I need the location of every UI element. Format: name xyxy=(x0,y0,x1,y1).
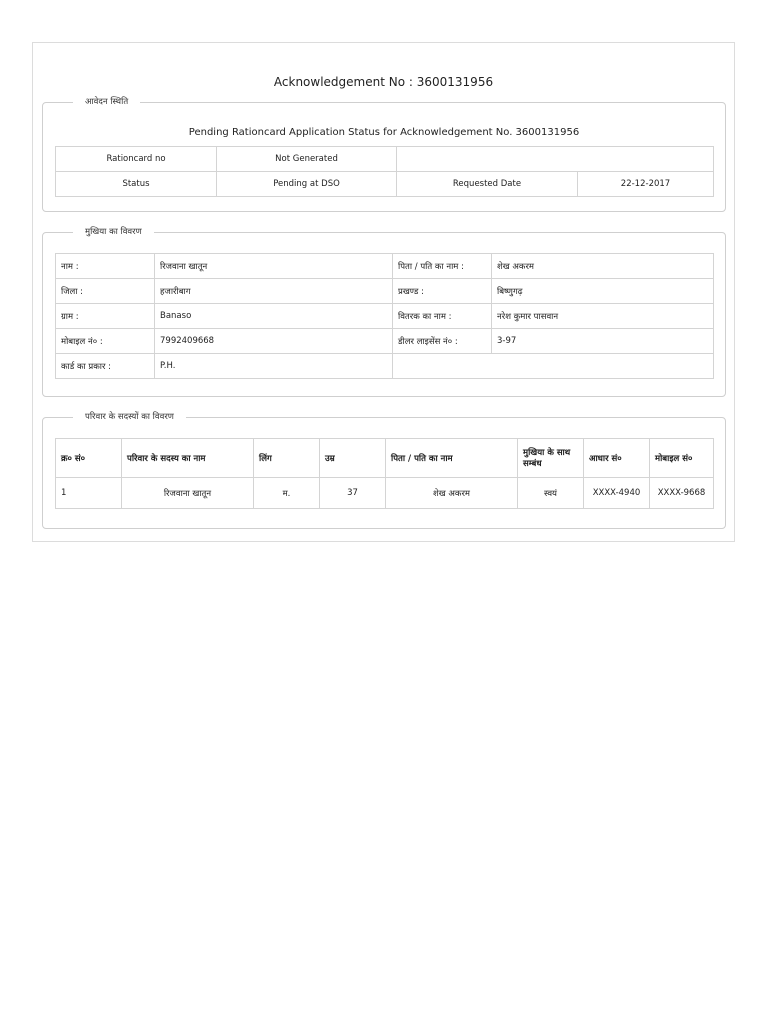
col-relation: मुखिया के साथ सम्बंध xyxy=(518,439,584,478)
application-status-legend: आवेदन स्थिति xyxy=(73,95,140,109)
col-aadhaar: आधार सं० xyxy=(584,439,650,478)
status-value: Pending at DSO xyxy=(217,172,397,197)
application-card xyxy=(32,42,735,542)
table-row xyxy=(56,304,714,329)
rationcard-value: Not Generated xyxy=(217,147,397,172)
table-row xyxy=(56,478,714,509)
mobile-label: मोबाइल नं० : xyxy=(56,329,155,354)
member-name: रिजवाना खातून xyxy=(122,478,254,509)
head-details-legend: मुखिया का विवरण xyxy=(73,225,154,239)
district-label: जिला : xyxy=(56,279,155,304)
head-details-section xyxy=(42,225,726,397)
village-value: Banaso xyxy=(155,304,393,329)
col-father-name: पिता / पति का नाम xyxy=(386,439,518,478)
dealer-license-label: डीलर लाइसेंस नं० : xyxy=(393,329,492,354)
mobile-value: 7992409668 xyxy=(155,329,393,354)
table-row xyxy=(56,254,714,279)
col-mobile: मोबाइल सं० xyxy=(650,439,714,478)
rationcard-label: Rationcard no xyxy=(56,147,217,172)
table-row xyxy=(56,172,714,197)
empty-cell xyxy=(397,147,714,172)
village-label: ग्राम : xyxy=(56,304,155,329)
member-serial: 1 xyxy=(56,478,122,509)
name-label: नाम : xyxy=(56,254,155,279)
head-details-table xyxy=(55,253,714,379)
status-subtitle: Pending Rationcard Application Status for Acknowledgement No. 3600131956 xyxy=(188,127,580,138)
card-type-value: P.H. xyxy=(155,354,393,379)
member-father-name: शेख अकरम xyxy=(386,478,518,509)
acknowledgement-title: Acknowledgement No : 3600131956 xyxy=(273,75,494,89)
block-label: प्रखण्ड : xyxy=(393,279,492,304)
table-header-row xyxy=(56,439,714,478)
district-value: हजारीबाग xyxy=(155,279,393,304)
empty-cell xyxy=(393,354,714,379)
member-gender: म. xyxy=(254,478,320,509)
distributor-label: वितरक का नाम : xyxy=(393,304,492,329)
member-mobile: XXXX-9668 xyxy=(650,478,714,509)
member-aadhaar: XXXX-4940 xyxy=(584,478,650,509)
status-table xyxy=(55,146,714,197)
dealer-license-value: 3-97 xyxy=(492,329,714,354)
family-members-section xyxy=(42,410,726,529)
distributor-value: नरेश कुमार पासवान xyxy=(492,304,714,329)
application-status-section xyxy=(42,95,726,212)
name-value: रिजवाना खातून xyxy=(155,254,393,279)
requested-date-value: 22-12-2017 xyxy=(578,172,714,197)
family-members-legend: परिवार के सदस्यों का विवरण xyxy=(73,410,186,424)
family-members-table xyxy=(55,438,714,509)
table-row xyxy=(56,279,714,304)
status-label: Status xyxy=(56,172,217,197)
table-row xyxy=(56,147,714,172)
father-value: शेख अकरम xyxy=(492,254,714,279)
table-row xyxy=(56,329,714,354)
col-gender: लिंग xyxy=(254,439,320,478)
member-relation: स्वयं xyxy=(518,478,584,509)
block-value: बिष्णुगढ़ xyxy=(492,279,714,304)
member-age: 37 xyxy=(320,478,386,509)
requested-date-label: Requested Date xyxy=(397,172,578,197)
col-serial: क्र० सं० xyxy=(56,439,122,478)
col-age: उम्र xyxy=(320,439,386,478)
father-label: पिता / पति का नाम : xyxy=(393,254,492,279)
card-type-label: कार्ड का प्रकार : xyxy=(56,354,155,379)
col-member-name: परिवार के सदस्य का नाम xyxy=(122,439,254,478)
table-row xyxy=(56,354,714,379)
